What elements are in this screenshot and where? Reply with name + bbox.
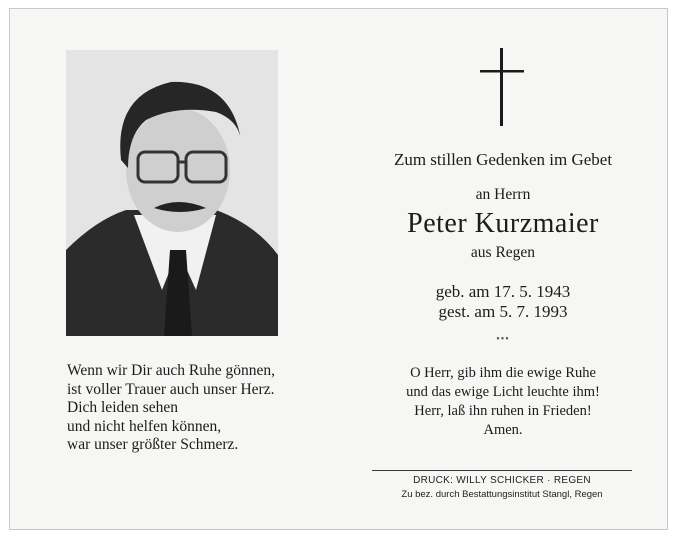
birth-date: geb. am 17. 5. 1943 [435,282,571,301]
prayer-text [360,364,646,440]
poem-line: Wenn wir Dir auch Ruhe gönnen, [67,362,275,379]
dedication-intro: Zum stillen Gedenken im Gebet [393,150,613,169]
printer-credit: DRUCK: WILLY SCHICKER · REGEN [413,475,591,486]
funeral-home-credit: Zu bez. durch Bestattungsinstitut Stangl, Regen [401,489,603,500]
prayer-line: Herr, laß ihn ruhen in Frieden! [414,403,592,419]
prayer-line: Amen. [483,422,523,438]
prayer-line: und das ewige Licht leuchte ihm! [406,384,600,400]
memorial-poem [67,362,327,455]
poem-line: Dich leiden sehen [67,399,179,416]
poem-line: ist voller Trauer auch unser Herz. [67,380,275,398]
death-date: gest. am 5. 7. 1993 [438,302,568,321]
cross-icon [478,48,526,128]
footer-divider [372,470,632,471]
portrait-photo [66,50,278,336]
prayer-line: O Herr, gib ihm die ewige Ruhe [410,365,596,381]
deceased-name: Peter Kurzmaier [407,208,599,239]
poem-line: war unser größter Schmerz. [67,436,239,453]
poem-line: und nicht helfen können, [67,417,222,435]
origin-town: aus Regen [470,244,536,261]
ornament-separator: ••• [496,334,510,345]
salutation: an Herrn [475,186,531,203]
